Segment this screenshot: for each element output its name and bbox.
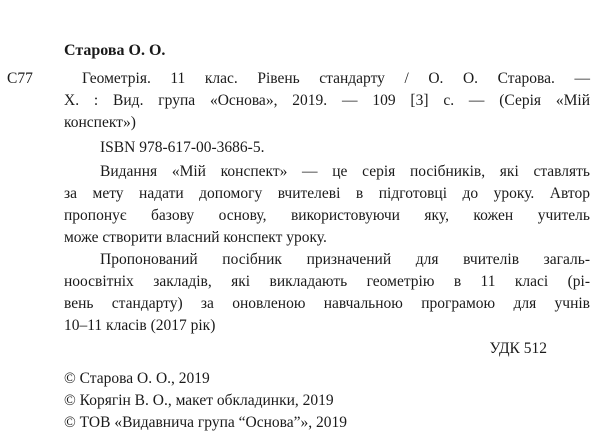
bib-line-2: Х. : Вид. група «Основа», 2019. — 109 [3] с. — (Серія «Мій [64, 92, 590, 109]
copyright-1: © Старова О. О., 2019 [64, 370, 210, 387]
udk-code: УДК 512 [489, 340, 547, 357]
author-heading: Старова О. О. [64, 42, 166, 59]
annotation-line-3: пропонує базову основу, використовуючи яку, кожен учитель [64, 207, 590, 224]
annotation-line-2: за мету надати допомогу вчителеві в підготовці до уроку. Автор [64, 185, 590, 202]
purpose-line-2: ноосвітніх закладів, які викладають геометрію в 11 класі (рі- [64, 273, 590, 290]
catalog-code: С77 [7, 70, 33, 87]
copyright-2: © Корягін В. О., макет обкладинки, 2019 [64, 392, 334, 409]
annotation-line-1: Видання «Мій конспект» — це серія посібників, які ставлять [100, 163, 590, 180]
bib-line-1: Геометрія. 11 клас. Рівень стандарту / О. О. Старова. — [82, 70, 590, 87]
annotation-line-4: може створити власний конспект уроку. [64, 229, 327, 246]
purpose-line-4: 10–11 класів (2017 рік) [64, 317, 216, 334]
purpose-line-1: Пропонований посібник призначений для вчителів загаль- [100, 251, 590, 268]
purpose-line-3: вень стандарту) за оновленою навчальною програмою для учнів [64, 295, 590, 312]
bib-line-3: конспект») [64, 114, 136, 131]
copyright-3: © ТОВ «Видавнича група “Основа”», 2019 [64, 414, 348, 431]
isbn: ISBN 978-617-00-3686-5. [100, 139, 265, 156]
